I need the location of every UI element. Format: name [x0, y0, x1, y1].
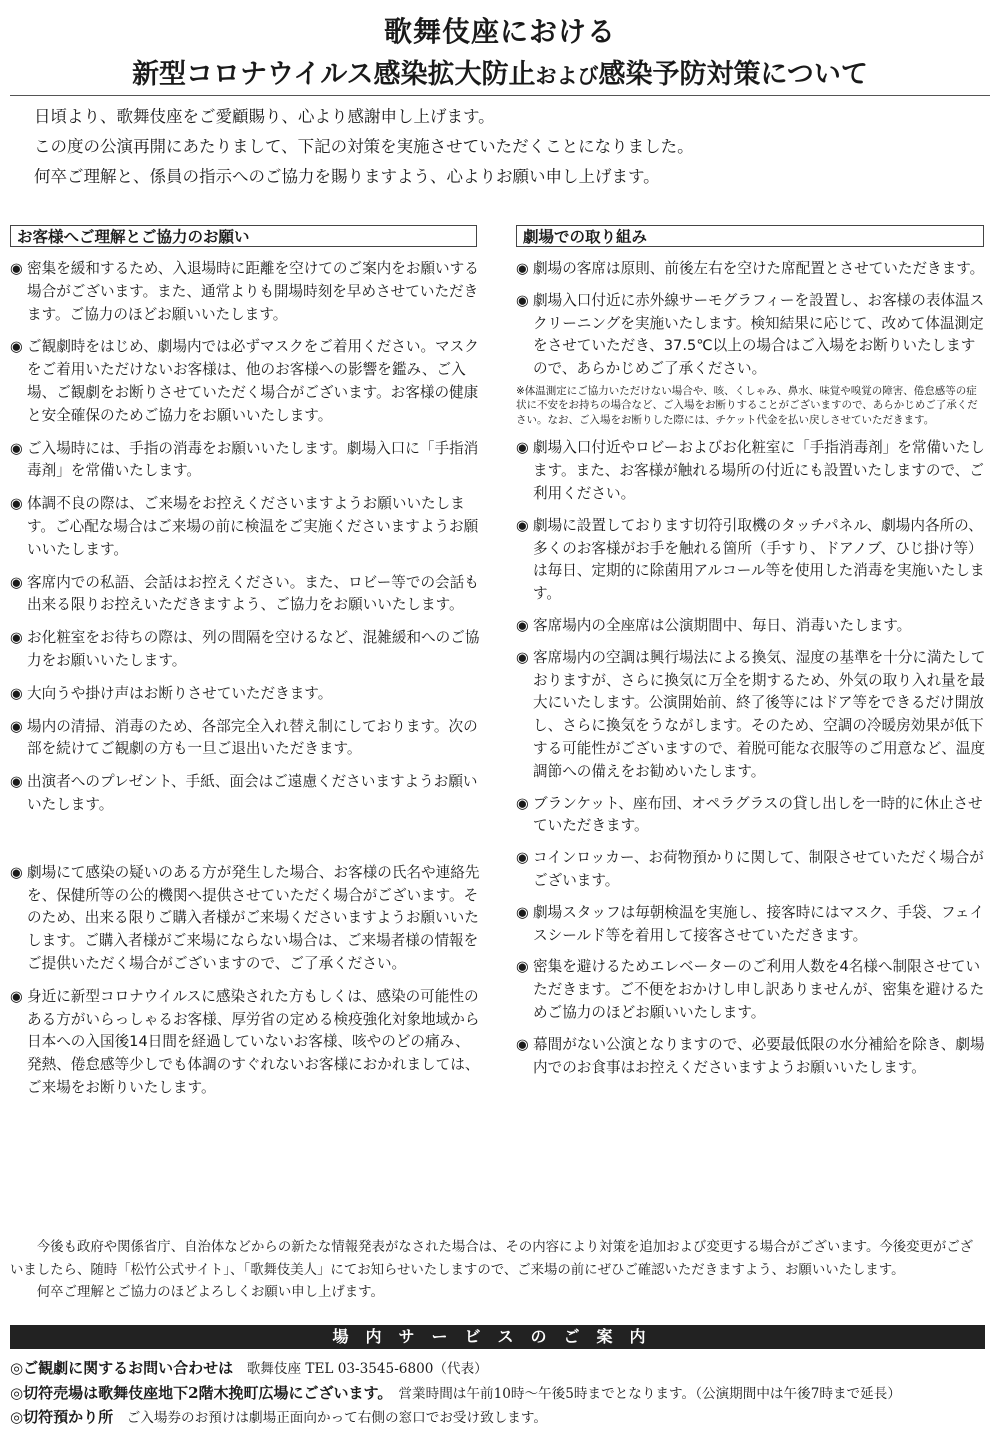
right-column-heading: 劇場での取り組み: [516, 225, 984, 247]
service-row: ◎切符預かり所 ご入場券のお預けは劇場正面向かって右側の窓口でお受け致します。: [10, 1408, 548, 1426]
list-item: ◉ 客席場内の空調は興行場法による換気、湿度の基準を十分に満たしておりますが、さらに換気に万全を期するため、外気の取り入れ量を最大にいたします。公演開始前、終了後等にはドア等をできるだけ開放し、さらに換気をうながします。そのため、空調の冷暖房効果が低下する可能性がございますので、着脱可能な衣服等のご用意など、温度調節への備えをお勧めいたします。: [516, 648, 986, 780]
list-item: ◉ 客席内での私語、会話はお控えください。また、ロビー等での会話も出来る限りお控えいただきますよう、ご協力をお願いいたします。: [10, 573, 479, 614]
left-column-heading: お客様へご理解とご協力のお願い: [10, 225, 477, 247]
list-item: ◉ 幕間がない公演となりますので、必要最低限の水分補給を除き、劇場内でのお食事はお控えくださいますようお願いいたします。: [516, 1035, 985, 1076]
right-column: [516, 258, 986, 1088]
service-row: ◎ご観劇に関するお問い合わせは 歌舞伎座 TEL 03-3545-6800（代表）: [10, 1359, 488, 1377]
list-item: ◉ お化粧室をお待ちの際は、列の間隔を空けるなど、混雑緩和へのご協力をお願いいたします。: [10, 629, 480, 669]
list-item: ◉ 大向うや掛け声はお断りさせていただきます。: [10, 684, 333, 702]
intro: [34, 102, 974, 192]
list-item: ◉ ご入場時には、手指の消毒をお願いいたします。劇場入口に「手指消毒剤」を常備いたします。: [10, 439, 479, 480]
list-item: ◉ 身近に新型コロナウイルスに感染された方もしくは、感染の可能性のある方がいらっしゃるお客様、厚労省の定める検疫強化対象地域から日本への入国後14日間を経過していないお客様、咳やのどの痛み、発熱、倦怠感等少しでも体調のすぐれないお客様におかれましては、ご来場をお断りいたします。: [10, 987, 480, 1096]
list-item: ◉ 劇場入口付近に赤外線サーモグラフィーを設置し、お客様の表体温スクリーニングを実施いたします。検知結果に応じて、改めて体温測定をさせていただき、37.5℃以上の場合はご入場をお断りいたしますので、あらかじめご了承ください。: [516, 291, 985, 378]
intro-line: 日頃より、歌舞伎座をご愛顧賜り、心より感謝申し上げます。: [34, 107, 495, 126]
title-line-2: 新型コロナウイルス感染拡大防止および感染予防対策について: [132, 59, 868, 90]
closing-text: [10, 1237, 985, 1305]
list-item: ◉ 劇場入口付近やロビーおよびお化粧室に「手指消毒剤」を常備いたします。また、お客様が触れる場所の付近にも設置いたしますので、ご利用ください。: [516, 439, 985, 503]
closing-paragraph: 今後も政府や関係省庁、自治体などからの新たな情報発表がなされた場合は、その内容により対策を追加および変更する場合がございます。今後変更がございましたら、随時「松竹公式サイト」、「歌舞伎美人」にてお知らせいたしますので、ご来場の前にぜひご確認いただきますよう、お願いいたします。: [10, 1240, 974, 1278]
temperature-note: ※体温測定にご協力いただけない場合や、咳、くしゃみ、鼻水、味覚や嗅覚の障害、倦怠感等の症状に不安をお持ちの場合など、ご入場をお断りすることがございますので、あらかじめご了承ください。なお、ご入場をお断りした際には、チケット代金を払い戻しさせていただきます。: [516, 384, 978, 426]
list-item: ◉ コインロッカー、お荷物預かりに関して、制限させていただく場合がございます。: [516, 849, 984, 890]
list-item: ◉ 密集を避けるためエレベーターのご利用人数を4名様へ制限させていただきます。ご不便をおかけし申し訳ありませんが、密集を避けるためご協力のほどお願いいたします。: [516, 958, 985, 1022]
service-row: ◎切符売場は歌舞伎座地下2階木挽町広場にございます。 営業時間は午前10時～午後5時までとなります。（公演期間中は午後7時まで延長）: [10, 1384, 901, 1402]
list-item: ◉ 出演者へのプレゼント、手紙、面会はご遠慮くださいますようお願いいたします。: [10, 773, 478, 813]
closing-paragraph: 何卒ご理解とご協力のほどよろしくお願い申し上げます。: [36, 1285, 384, 1300]
list-item: ◉ 場内の清掃、消毒のため、各部完全入れ替え制にしております。次の部を続けてご観劇の方も一旦ご退出いただきます。: [10, 717, 478, 758]
title-rule: [10, 95, 990, 96]
left-column: [10, 258, 480, 1110]
list-item: ◉ ご観劇時をはじめ、劇場内では必ずマスクをご着用ください。マスクをご着用いただけないお客様は、他のお客様への影響を鑑み、ご入場、ご観劇をお断りさせていただく場合がございます。お客様の健康と安全確保のためご協力をお願いいたします。: [10, 338, 479, 424]
list-item: ◉ 客席場内の全座席は公演期間中、毎日、消毒いたします。: [516, 617, 912, 635]
list-item: ◉ 劇場に設置しております切符引取機のタッチパネル、劇場内各所の、多くのお客様がお手を触れる箇所（手すり、ドアノブ、ひじ掛け等）は毎日、定期的に除菌用アルコール等を使用した消毒を実施いたします。: [516, 516, 985, 603]
intro-line: 何卒ご理解と、係員の指示へのご協力を賜りますよう、心よりお願い申し上げます。: [34, 167, 660, 186]
services-heading-bar: 場内サービスのご案内: [10, 1325, 985, 1349]
list-item: ◉ 体調不良の際は、ご来場をお控えくださいますようお願いいたします。ご心配な場合はご来場の前に検温をご実施くださいますようお願いいたします。: [10, 495, 479, 558]
list-item: ◉ 劇場にて感染の疑いのある方が発生した場合、お客様の氏名や連絡先を、保健所等の公的機関へ提供させていただく場合がございます。そのため、出来る限りご購入者様がご来場くださいますようお願いいたします。ご購入者様がご来場にならない場合は、ご来場者様の情報をご提供いただく場合がございますので、ご了承ください。: [10, 863, 480, 972]
intro-line: この度の公演再開にあたりまして、下記の対策を実施させていただくことになりました。: [34, 137, 694, 156]
list-item: ◉ ブランケット、座布団、オペラグラスの貸し出しを一時的に休止させていただきます。: [516, 794, 983, 835]
title-line-1: 歌舞伎座における: [383, 15, 616, 48]
list-item: ◉ 劇場スタッフは毎朝検温を実施し、接客時にはマスク、手袋、フェイスシールド等を着用して接客させていただきます。: [516, 903, 985, 944]
list-item: ◉ 劇場の客席は原則、前後左右を空けた席配置とさせていただきます。: [516, 260, 985, 277]
list-item: ◉ 密集を緩和するため、入退場時に距離を空けてのご案内をお願いする場合がございます。また、通常よりも開場時刻を早めさせていただきます。ご協力のほどお願いいたします。: [10, 260, 479, 323]
